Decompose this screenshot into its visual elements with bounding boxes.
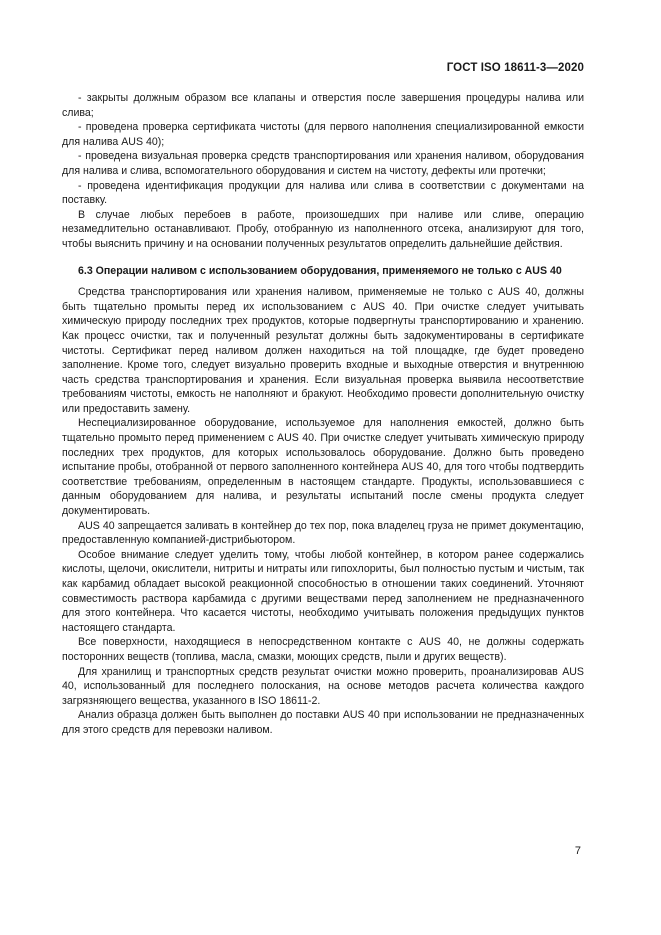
section-paragraph: AUS 40 запрещается заливать в контейнер до тех пор, пока владелец груза не примет документацию, предоставленную компанией-дистрибьютором. xyxy=(62,519,584,547)
section-paragraph: Анализ образца должен быть выполнен до поставки AUS 40 при использовании не предназначенных для этого средств для перевозки наливом. xyxy=(62,709,584,736)
list-item: - проведена визуальная проверка средств транспортирования или хранения наливом, оборудования для налива и слива, вспомогательного оборудования и систем на чистоту, дефекты или протечки; xyxy=(62,150,584,177)
list-item: - закрыты должным образом все клапаны и отверстия после завершения процедуры налива или слива; xyxy=(62,92,584,119)
page-number: 7 xyxy=(574,845,581,857)
page-header-standard: ГОСТ ISO 18611-3—2020 xyxy=(446,62,584,74)
section-paragraph: Для хранилищ и транспортных средств результат очистки можно проверить, проанализировав AUS 40, использованный для последнего полоскания, на основе методов расчета количества каждого загрязняющего вещества, указанного в ISO 18611-2. xyxy=(62,665,584,707)
intro-paragraph: В случае любых перебоев в работе, произошедших при наливе или сливе, операцию незамедлительно останавливают. Пробу, отобранную из наполненного отсека, анализируют для того, чтобы выяснить причину и на основании полученных результатов определить дальнейшие действия. xyxy=(62,208,584,250)
section-paragraph: Неспециализированное оборудование, используемое для наполнения емкостей, должно быть тщательно промыто перед применением с AUS 40. При очистке следует учитывать химическую природу последних трех продуктов, для которых использовалось оборудование. Должно быть проведено испытание пробы, отобранной от первого заполненного контейнера AUS 40, для того чтобы подтвердить соответствие требованиям, определенным в настоящем стандарте. Продукты, использовавшиеся с данным оборудованием для налива, и результаты испытаний после смены продукта следует документировать. xyxy=(62,417,584,518)
section-title: 6.3 Операции наливом с использованием оборудования, применяемого не только с AUS 40 xyxy=(78,264,562,277)
section-paragraph: Средства транспортирования или хранения наливом, применяемые не только с AUS 40, должны быть тщательно промыты перед их использованием с AUS 40. При очистке следует учитывать химическую природу последних трех продуктов, которые подвергнуты транспортированию и хранению. Как процесс очистки, так и полученный результат должны быть задокументированы в сертификате чистоты. Сертификат перед наливом должен находиться на той площадке, где будет проведено заполнение. Кроме того, следует визуально проверить входные и выходные отверстия и внутреннюю часть средства транспортирования и хранения. Если визуальная проверка выявила несоответствие требованиям чистоты, емкость не наполняют и бракуют. Необходимо провести дополнительную очистку или предоставить замену. xyxy=(62,286,584,415)
list-item: - проведена проверка сертификата чистоты (для первого наполнения специализированной емкости для налива AUS 40); xyxy=(62,121,584,148)
page-content xyxy=(62,91,584,738)
list-item: - проведена идентификация продукции для налива или слива в соответствии с документами на поставку. xyxy=(62,179,584,207)
section-paragraph: Особое внимание следует уделить тому, чтобы любой контейнер, в котором ранее содержались кислоты, щелочи, окислители, нитриты и нитраты или гипохлориты, был полностью пустым и чистым, так как карбамид обладает высокой реакционной способностью в отношении таких соединений. Уточняют совместимость раствора карбамида с другими веществами перед заполнением не предназначенного для этого контейнера. Что касается чистоты, необходимо учитывать положения предыдущих пунктов настоящего стандарта. xyxy=(62,548,584,634)
section-paragraph: Все поверхности, находящиеся в непосредственном контакте с AUS 40, не должны содержать посторонних веществ (топлива, масла, смазки, моющих средств, пыли и других веществ). xyxy=(62,636,584,663)
